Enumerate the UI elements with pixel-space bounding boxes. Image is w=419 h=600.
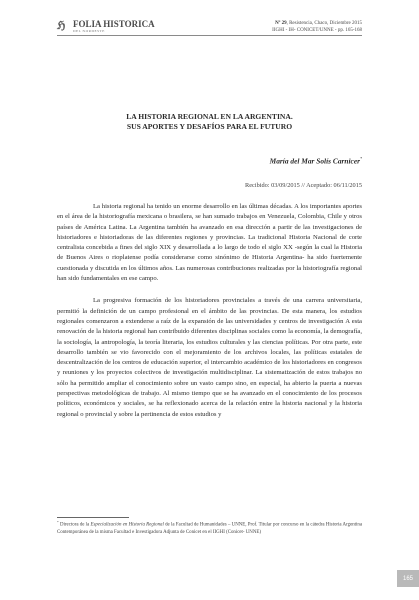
issue-number: Nº 29 [275, 21, 287, 26]
author-name [270, 156, 362, 165]
received-accepted-dates: Recibido: 03/09/2015 // Aceptado: 06/11/2015 [245, 182, 362, 189]
issue-info [272, 20, 362, 34]
journal-name: FOLIA HISTORICA [73, 19, 155, 29]
footnote [57, 519, 362, 536]
page-number: 165 [402, 575, 413, 582]
footnote-italic: Especialización en Historia Regional [90, 522, 164, 528]
paragraph-2: La progresiva formación de los historiadores provinciales a través de una carrera universitaria, permitió la definición de un campo profesional en el ámbito de las provincias. De esta manera, los estudios regionales comenzaron a extenderse a raíz de la expansión de las universidades y centros de investigación A esta renovación de la historia regional han contribuido diferentes disciplinas sociales como la economía, la demografía, la sociología, la antropología, la teoría literaria, los estudios culturales y las ciencias políticas. Por otra parte, este desarrollo también se vio favorecido con el mejoramiento de los archivos locales, las políticas estatales de descentralización de los centros de educación superior, el intercambio académico de los historiadores en congresos y reuniones y los proyectos colectivos de investigación multidisciplinar. La sistematización de estos trabajos no sólo ha permitido ampliar el conocimiento sobre un vasto campo sino, en especial, ha abierto la puerta a nuevas perspectivas metodológicas de trabajo. Al mismo tiempo que se ha avanzado en el conocimiento de los procesos políticos, económicos y sociales, se ha reflexionado acerca de la relación entre la historia nacional y la historia regional o provincial y sobre la pertinencia de estos estudios y [57, 297, 362, 418]
title-line-1: LA HISTORIA REGIONAL EN LA ARGENTINA. [126, 112, 293, 121]
footnote-post: de la Facultad de Humanidades – UNNE, Prof. Titular por concurso en la cátedra Historia Argentina Contemporánea de la misma Facultad e Investigadora Adjunta de Conicet en el IIGHI (Conicet- UNNE) [57, 522, 363, 535]
footnote-rule [57, 517, 129, 518]
journal-subtitle: DEL NORDESTE [73, 29, 105, 33]
page-number-tab [397, 570, 419, 587]
paragraph-1: La historia regional ha tenido un enorme desarrollo en las últimas décadas. A los importantes aportes en el área de la historiografía mexicana o brasilera, se han sumado trabajos en Venezuela, Colombia, Chile y otros países de América Latina. La Argentina también ha avanzado en esa dirección a partir de las investigaciones de historiadores e historiadoras de las diferentes regiones y provincias. La tradicional Historia Nacional de corte centralista concebida a fines del siglo XIX y desarrollada a lo largo de todo el siglo XX -según la cual la Historia de Buenos Aires o rioplatense podía considerarse como sinónimo de Historia Argentina- ha sido fuertemente cuestionada y discutida en los últimos años. Las numerosas contribuciones realizadas por la historiografía regional han sido fundamentales en ese campo. [57, 203, 362, 283]
title-line-2: SUS APORTES Y DESAFÍOS PARA EL FUTURO [126, 122, 293, 131]
article-body [57, 202, 362, 432]
issue-line-2: IIGHI - IH- CONICET/UNNE - pp. 165-168 [272, 28, 362, 33]
issue-place-date: , Resistencia, Chaco, Diciembre 2015 [286, 21, 362, 26]
journal-logo-mark: ℌ [57, 19, 65, 32]
journal-logo [57, 19, 153, 33]
issue-line-1 [272, 20, 362, 27]
author-footnote-mark: * [360, 156, 362, 161]
article-title [57, 112, 362, 132]
footnote-mark: * [57, 520, 59, 524]
author-text: María del Mar Solís Carnicer [269, 156, 360, 166]
footnote-pre: Directora de la [60, 522, 91, 528]
header-rule [57, 35, 362, 36]
